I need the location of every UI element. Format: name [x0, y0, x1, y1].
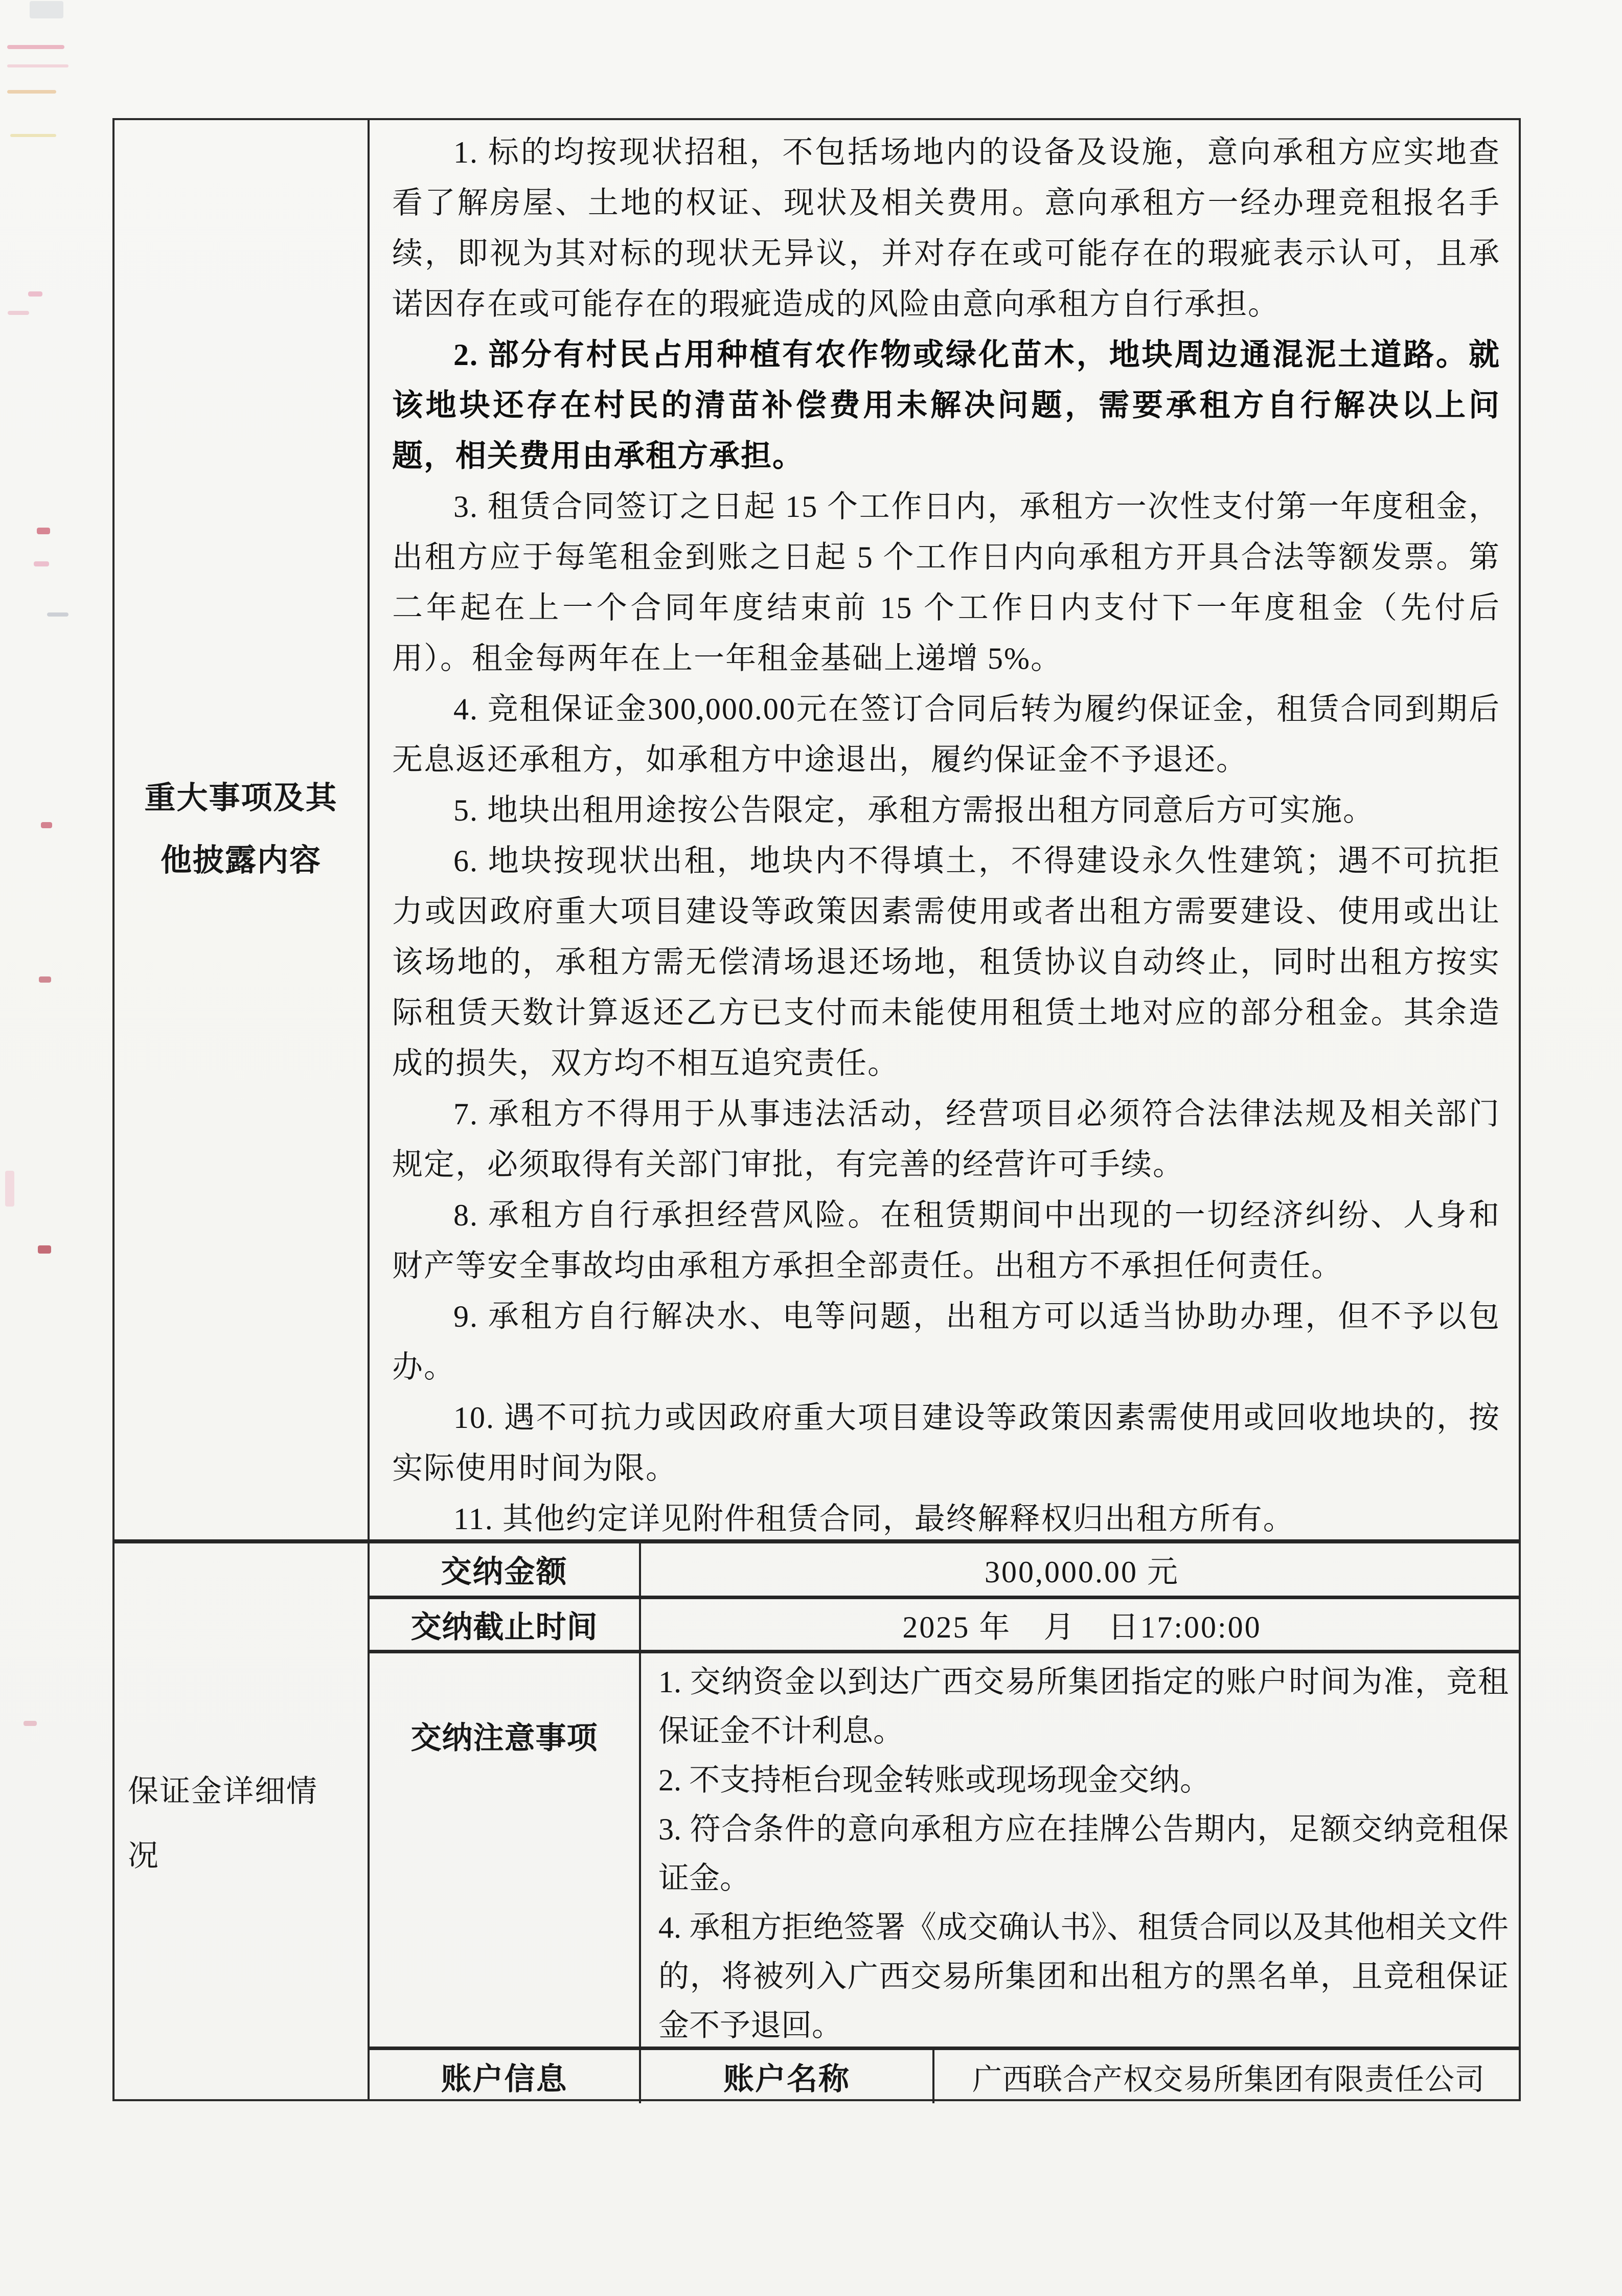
account-name-value: 广西联合产权交易所集团有限责任公司: [972, 2063, 1485, 2096]
scan-artifact: [7, 45, 64, 49]
clause-3: 3. 租赁合同签订之日起 15 个工作日内，承租方一次性支付第一年度租金，出租方应于每笔租金到账之日起 5 个工作日内向承租方开具合法等额发票。第二年起在上一个合同年度结束前 15 个工作日内支付下一年度租金（先付后用）。租金每两年在上一年租金基础上递增 5%。: [392, 490, 1500, 675]
scan-artifact: [7, 64, 68, 67]
clause-1: 1. 标的均按现状招租，不包括场地内的设备及设施，意向承租方应实地查看了解房屋、土地的权证、现状及相关费用。意向承租方一经办理竞租报名手续，即视为其对标的现状无异议，并对存在或可能存在的瑕疵表示认可，且承诺因存在或可能存在的瑕疵造成的风险由意向承租方自行承担。: [392, 135, 1500, 321]
deposit-deadline-value: 2025 年 月 日17:00:00: [902, 1610, 1262, 1644]
account-info-label: 账户信息: [441, 2062, 568, 2096]
deposit-amount-label: 交纳金额: [441, 1555, 568, 1589]
scan-artifact: [47, 612, 68, 617]
clause-11: 11. 其他约定详见附件租赁合同，最终解释权归出租方所有。: [453, 1502, 1295, 1536]
clause-7: 7. 承租方不得用于从事违法活动，经营项目必须符合法律法规及相关部门规定，必须取得有关部门审批，有完善的经营许可手续。: [392, 1097, 1500, 1181]
scan-artifact: [10, 134, 56, 137]
clause-2: 2. 部分有村民占用种植有农作物或绿化苗木，地块周边通混泥土道路。就该地块还存在村民的清苗补偿费用未解决问题，需要承租方自行解决以上问题，相关费用由承租方承担。: [392, 338, 1500, 473]
deposit-amount-value: 300,000.00 元: [985, 1555, 1179, 1589]
scan-artifact: [24, 1721, 37, 1726]
announcement-table: [112, 118, 1521, 2101]
clause-5: 5. 地块出租用途按公告限定，承租方需报出租方同意后方可实施。: [453, 793, 1375, 827]
scan-artifact: [30, 1, 63, 18]
scan-artifact: [41, 822, 52, 828]
row-label-deposit-line2: 况: [128, 1838, 159, 1873]
clause-8: 8. 承租方自行承担经营风险。在租赁期间中出现的一切经济纠纷、人身和财产等安全事故均由承租方承担全部责任。出租方不承担任何责任。: [392, 1198, 1500, 1283]
row-label-major-items: [115, 120, 368, 1539]
scan-artifact: [7, 90, 56, 94]
scan-artifact: [8, 311, 29, 315]
major-items-content: [370, 120, 1523, 1539]
row-label-deposit-line1: 保证金详细情: [128, 1774, 318, 1808]
table-line-horizontal-2: [368, 1596, 1519, 1599]
deposit-note-1: 1. 交纳资金以到达广西交易所集团指定的账户时间为准，竞租保证金不计利息。: [658, 1665, 1509, 1748]
deposit-notes-label: 交纳注意事项: [410, 1721, 598, 1755]
deposit-notes-content: [641, 1653, 1523, 2047]
scan-artifact: [39, 976, 51, 983]
deposit-deadline-label: 交纳截止时间: [410, 1610, 598, 1644]
clause-10: 10. 遇不可抗力或因政府重大项目建设等政策因素需使用或回收地块的，按实际使用时间为限。: [392, 1401, 1500, 1485]
row-label-major-items-line2: 他披露内容: [160, 844, 322, 878]
clause-4: 4. 竞租保证金300,000.00元在签订合同后转为履约保证金，租赁合同到期后无息返还承租方，如承租方中途退出，履约保证金不予退还。: [392, 692, 1500, 777]
clause-9: 9. 承租方自行解决水、电等问题，出租方可以适当协助办理，但不予以包办。: [392, 1300, 1500, 1384]
row-label-deposit-details: [115, 1543, 368, 2103]
scan-artifact: [28, 291, 42, 297]
scan-artifact: [37, 528, 50, 534]
table-line-horizontal-3: [368, 1650, 1519, 1653]
deposit-note-4: 4. 承租方拒绝签署《成交确认书》、租赁合同以及其他相关文件的，将被列入广西交易所集团和出租方的黑名单，且竞租保证金不予退回。: [658, 1911, 1509, 2042]
clause-6: 6. 地块按现状出租，地块内不得填土，不得建设永久性建筑；遇不可抗拒力或因政府重大项目建设等政策因素需使用或者出租方需要建设、使用或出让该场地的，承租方需无偿清场退还场地，租赁协议自动终止，同时出租方按实际租赁天数计算返还乙方已支付而未能使用租赁土地对应的部分租金。其余造成的损失，双方均不相互追究责任。: [392, 844, 1500, 1080]
scan-artifact: [5, 1171, 14, 1207]
account-name-label: 账户名称: [723, 2062, 850, 2096]
row-label-major-items-line1: 重大事项及其: [144, 781, 338, 815]
deposit-note-3: 3. 符合条件的意向承租方应在挂牌公告期内，足额交纳竞租保证金。: [658, 1812, 1509, 1895]
scan-artifact: [38, 1245, 51, 1254]
deposit-note-2: 2. 不支持柜台现金转账或现场现金交纳。: [658, 1763, 1210, 1797]
scan-artifact: [34, 561, 49, 566]
